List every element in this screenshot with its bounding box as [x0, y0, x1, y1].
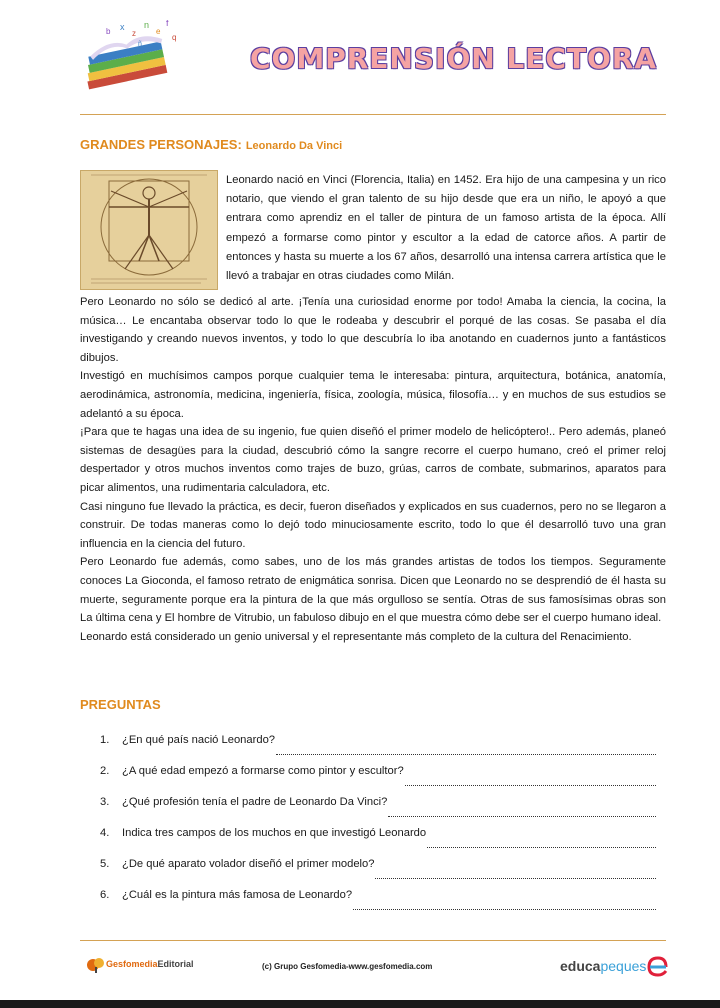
gesfomedia-mark-icon: [86, 955, 106, 973]
svg-text:z: z: [132, 29, 136, 38]
question-text: ¿Qué profesión tenía el padre de Leonardo Da Vinci?: [122, 796, 388, 808]
question-text: ¿De qué aparato volador diseñó el primer modelo?: [122, 858, 375, 870]
question-text: ¿Cuál es la pintura más famosa de Leonardo?: [122, 889, 353, 901]
educapeques-logo: [560, 955, 670, 977]
gesfomedia-brand: Gesfomedia: [106, 959, 158, 969]
questions-list: [100, 730, 656, 916]
question-item: [100, 761, 656, 792]
vitruvian-man-image: [80, 170, 218, 290]
question-text: ¿A qué edad empezó a formarse como pintor y escultor?: [122, 765, 404, 777]
question-text: ¿En qué país nació Leonardo?: [122, 734, 276, 746]
header-divider: [80, 114, 666, 115]
answer-line[interactable]: [276, 730, 656, 755]
question-number: 4.: [100, 827, 110, 839]
bottom-bar: [0, 1000, 720, 1008]
question-number: 3.: [100, 796, 110, 808]
paragraph-artworks: Pero Leonardo fue además, como sabes, uno de los más grandes artistas de todos los tiempos. Seguramente conoces La Gioconda, el famoso retrato de enigmática sonrisa. Dicen que Leonardo no se desprendió de él hasta su muerte, seguramente porque era la pintura de la que más orgulloso se sentía. Otras de sus famosísimas obras son La última cena y El hombre de Vitrubio, un fabuloso dibujo en el que muestra cómo debe ser el cuerpo humano ideal.: [80, 556, 666, 625]
question-text: Indica tres campos de los muchos en que investigó Leonardo: [122, 827, 427, 839]
answer-line[interactable]: [375, 854, 656, 879]
section-heading: [80, 137, 342, 152]
answer-line[interactable]: [405, 761, 656, 786]
intro-paragraph: Leonardo nació en Vinci (Florencia, Italia) en 1452. Era hijo de una campesina y un rico notario, que viendo el gran talento de su hijo desde que era un niño, le apoyó a que entrara como aprendiz en el taller de pintura de un famoso artista de la época. Allí empezó a formarse como pintor y escultor a la edad de catorce años. A partir de entonces y hasta su muerte a los 67 años, desarrolló una intensa carrera artística que le llevó a trabajar en otras ciudades como Milán.: [226, 174, 666, 283]
question-number: 1.: [100, 734, 110, 746]
paragraph-curiosity: Pero Leonardo no sólo se dedicó al arte. ¡Tenía una curiosidad enorme por todo! Amaba la ciencia, la cocina, la música… Le encantaba observar todo lo que le rodeaba y descubrir el porqué de las cosas. Se pasaba el día investigando y creando nuevos inventos, y todo lo que descubría lo iba anotando en cuadernos junto a fantásticos dibujos.: [80, 296, 666, 364]
question-item: [100, 854, 656, 885]
svg-text:n: n: [144, 20, 150, 30]
answer-line[interactable]: [427, 823, 656, 848]
editorial-label: Editorial: [157, 959, 194, 969]
educa-label: educa: [560, 958, 601, 974]
question-number: 6.: [100, 889, 110, 901]
svg-text:f: f: [166, 20, 169, 28]
page-title: COMPRENSIÓN LECTORA: [250, 42, 658, 75]
question-number: 2.: [100, 765, 110, 777]
question-item: [100, 730, 656, 761]
svg-text:e: e: [156, 27, 161, 36]
copyright-text: (c) Grupo Gesfomedia-www.gesfomedia.com: [262, 962, 433, 971]
section-heading-label: GRANDES PERSONAJES:: [80, 137, 242, 152]
paragraph-notebooks: Casi ninguno fue llevado la práctica, es decir, fueron diseñados y explicados en sus cuadernos, pero no se llegaron a construir. De todas maneras como lo dejó todo minuciosamente escrito, todo lo que él desarrolló tuvo una gran influencia en la ciencia del futuro.: [80, 500, 666, 550]
paragraph-inventions: ¡Para que te hagas una idea de su ingenio, fue quien diseñó el primer modelo de helicóptero!.. Pero además, planeó sistemas de desagües para la ciudad, descubrió cómo la sangre recorre el cuerpo humano, creó el primer reloj despertador y otros muchos inventos como trajes de buzo, grúas, carros de combate, submarinos, aparatos para picar alimentos, una rudimentaria calculadora, etc.: [80, 426, 666, 494]
gesfomedia-logo: [86, 955, 194, 973]
question-item: [100, 792, 656, 823]
body-text: [80, 293, 666, 646]
questions-heading: PREGUNTAS: [80, 697, 161, 712]
vitruvian-man-icon: [81, 171, 217, 289]
paragraph-fields: Investigó en muchísimos campos porque cualquier tema le interesaba: pintura, arquitectura, botánica, anatomía, aerodinámica, astronomía, medicina, ingeniería, física, zoología, música, filosofía… y en muchos de sus estudios se adelantó a su época.: [80, 370, 666, 420]
question-item: [100, 885, 656, 916]
question-number: 5.: [100, 858, 110, 870]
question-item: [100, 823, 656, 854]
footer-divider: [80, 940, 666, 941]
paragraph-genius: Leonardo está considerado un genio universal y el representante más completo de la cultura del Renacimiento.: [80, 630, 632, 643]
svg-text:ñ: ñ: [138, 41, 142, 48]
answer-line[interactable]: [353, 885, 656, 910]
svg-text:x: x: [120, 22, 125, 32]
section-subject: Leonardo Da Vinci: [245, 140, 343, 152]
books-logo-icon: [76, 20, 188, 104]
peques-label: peques: [600, 958, 647, 974]
answer-line[interactable]: [388, 792, 656, 817]
educapeques-e-icon: [646, 955, 670, 977]
svg-text:b: b: [106, 27, 111, 36]
svg-text:q: q: [172, 33, 177, 42]
